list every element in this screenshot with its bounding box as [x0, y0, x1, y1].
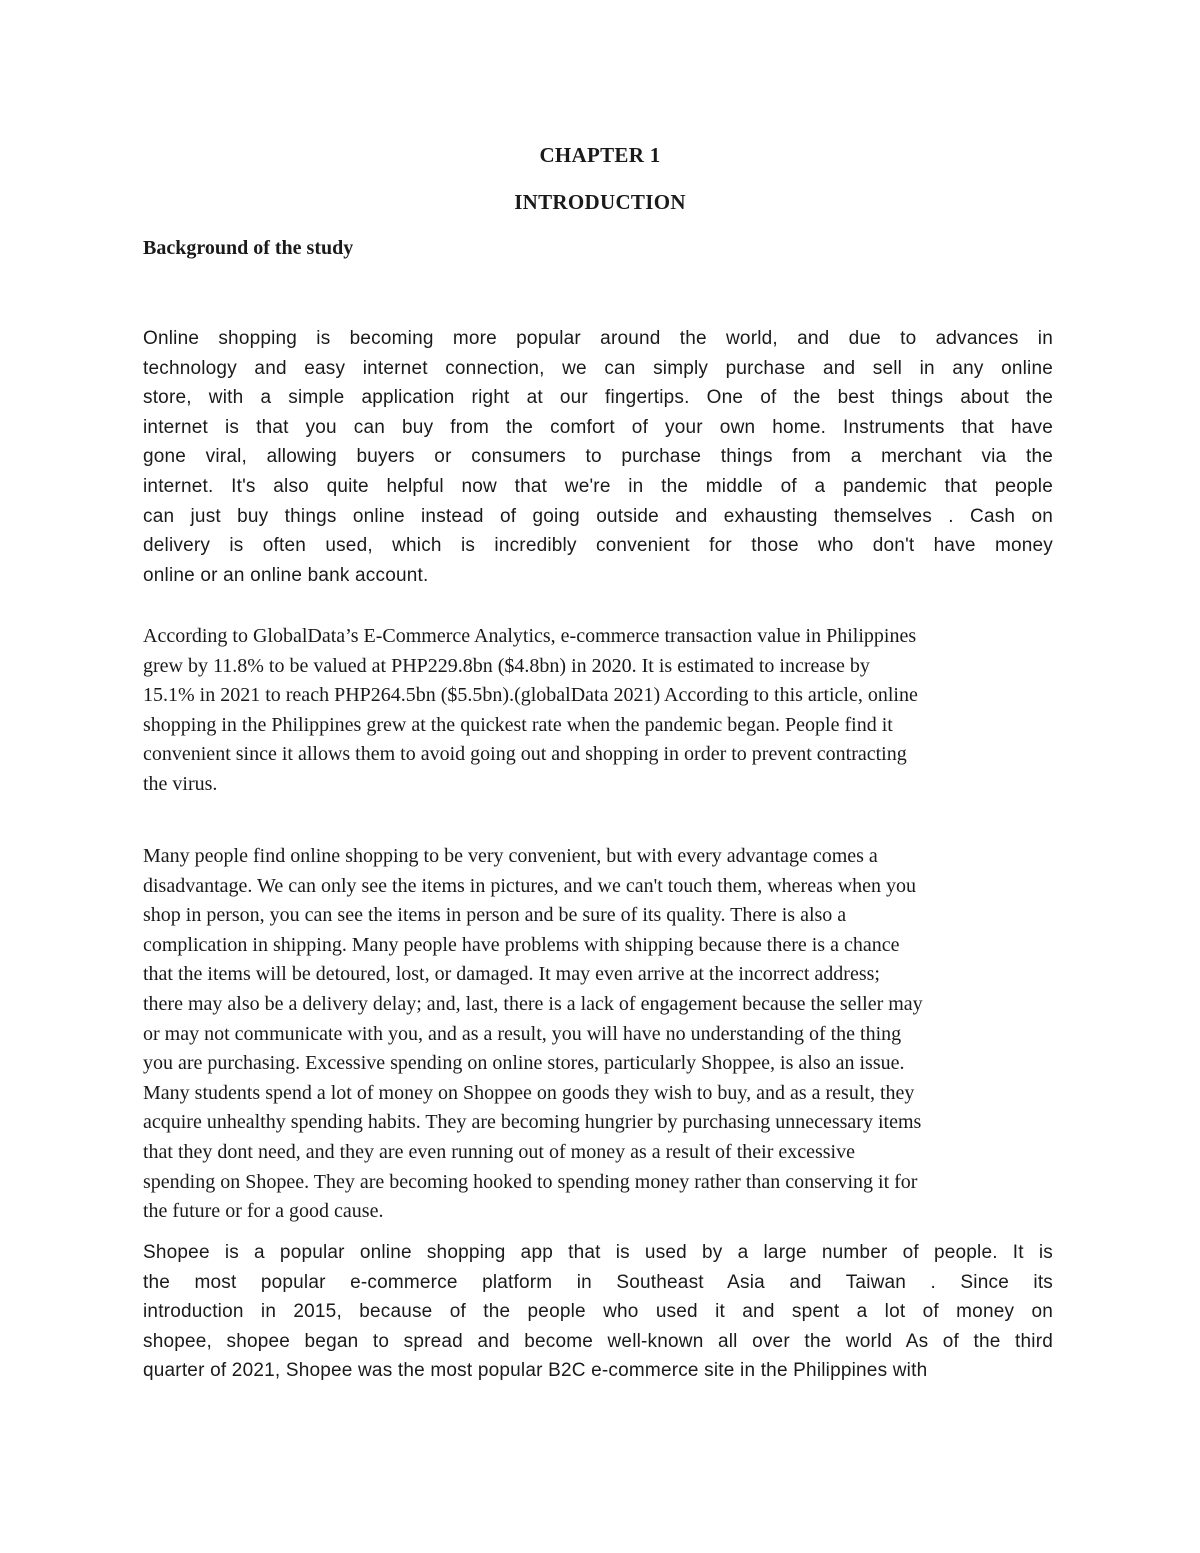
paragraph-line: complication in shipping. Many people have problems with shipping because there is a chance [143, 933, 900, 956]
paragraph-line: Many people find online shopping to be very convenient, but with every advantage comes a [143, 845, 878, 867]
paragraph-line: the future or for a good cause. [143, 1200, 384, 1223]
paragraph-line: technology and easy internet connection, we can simply purchase and sell in any online [143, 357, 1053, 379]
paragraph-line: introduction in 2015, because of the people who used it and spent a lot of money on [143, 1301, 1053, 1323]
paragraph-line: there may also be a delivery delay; and, last, there is a lack of engagement because the seller may [143, 992, 923, 1015]
paragraph-line: can just buy things online instead of going outside and exhausting themselves . Cash on [143, 505, 1053, 527]
paragraph-line: grew by 11.8% to be valued at PHP229.8bn ($4.8bn) in 2020. It is estimated to increase by [143, 654, 870, 677]
paragraph-line: quarter of 2021, Shopee was the most popular B2C e-commerce site in the Philippines with [143, 1360, 928, 1382]
paragraph-globaldata [143, 622, 1053, 800]
paragraph-line: the most popular e-commerce platform in Southeast Asia and Taiwan . Since its [143, 1271, 1053, 1293]
section-heading: Background of the study [143, 237, 354, 259]
paragraph-line: spending on Shopee. They are becoming hooked to spending money rather than conserving it for [143, 1170, 918, 1193]
chapter-title: INTRODUCTION [514, 190, 686, 214]
paragraph-line: the virus. [143, 772, 218, 795]
chapter-label: CHAPTER 1 [539, 143, 661, 167]
paragraph-line: shopee, shopee began to spread and become well-known all over the world As of the third [143, 1330, 1053, 1352]
paragraph-disadvantages [143, 842, 1053, 1227]
paragraph-line: Online shopping is becoming more popular around the world, and due to advances in [143, 328, 1053, 349]
paragraph-line: you are purchasing. Excessive spending on online stores, particularly Shoppee, is also an issue. [143, 1052, 905, 1075]
paragraph-line: shopping in the Philippines grew at the quickest rate when the pandemic began. People find it [143, 713, 893, 736]
paragraph-line: internet is that you can buy from the comfort of your own home. Instruments that have [143, 416, 1053, 438]
paragraph-line: shop in person, you can see the items in person and be sure of its quality. There is also a [143, 904, 847, 927]
paragraph-line: According to GlobalData’s E-Commerce Analytics, e-commerce transaction value in Philippines [143, 625, 917, 647]
paragraph-line: that they dont need, and they are even running out of money as a result of their excessive [143, 1140, 855, 1163]
paragraph-online-shopping [143, 324, 1053, 590]
paragraph-line: Many students spend a lot of money on Shoppee on goods they wish to buy, and as a result, they [143, 1081, 915, 1104]
paragraph-line: 15.1% in 2021 to reach PHP264.5bn ($5.5bn).(globalData 2021) According to this article, online [143, 684, 918, 707]
paragraph-line: acquire unhealthy spending habits. They are becoming hungrier by purchasing unnecessary items [143, 1111, 922, 1134]
paragraph-line: online or an online bank account. [143, 564, 429, 586]
paragraph-line: that the items will be detoured, lost, or damaged. It may even arrive at the incorrect address; [143, 963, 880, 986]
paragraph-line: disadvantage. We can only see the items in pictures, and we can't touch them, whereas when you [143, 874, 917, 897]
paragraph-shopee [143, 1238, 1053, 1386]
paragraph-line: convenient since it allows them to avoid going out and shopping in order to prevent contracting [143, 743, 907, 766]
paragraph-line: store, with a simple application right at our fingertips. One of the best things about the [143, 387, 1053, 409]
paragraph-line: delivery is often used, which is incredibly convenient for those who don't have money [143, 535, 1053, 557]
paragraph-line: internet. It's also quite helpful now that we're in the middle of a pandemic that people [143, 475, 1053, 497]
paragraph-line: or may not communicate with you, and as a result, you will have no understanding of the thing [143, 1022, 902, 1045]
paragraph-line: Shopee is a popular online shopping app that is used by a large number of people. It is [143, 1242, 1053, 1263]
paragraph-line: gone viral, allowing buyers or consumers to purchase things from a merchant via the [143, 446, 1053, 468]
